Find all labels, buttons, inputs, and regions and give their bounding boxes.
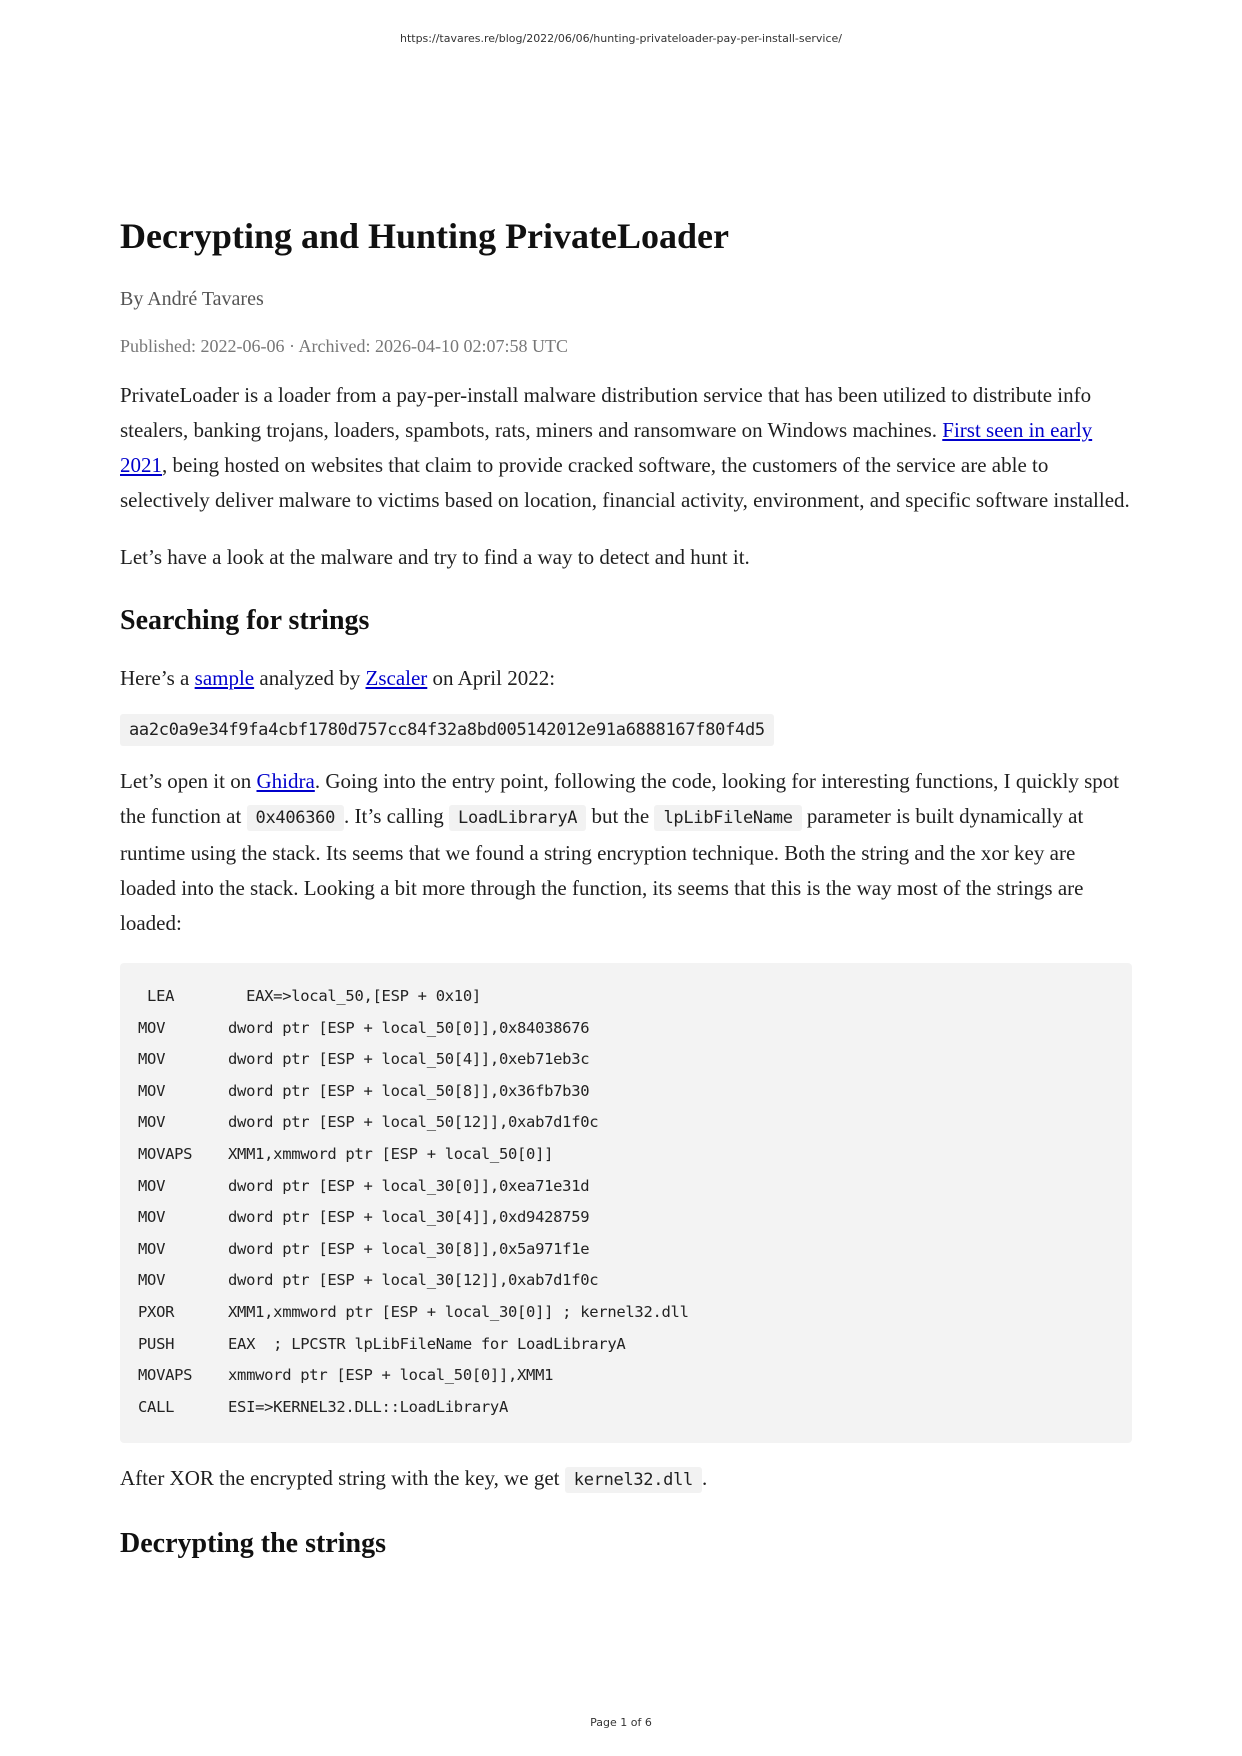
- intro-paragraph: [120, 378, 1132, 518]
- hash-block: [120, 714, 1132, 746]
- code-operands: dword ptr [ESP + local_30[8]],0x5a971f1e: [228, 1239, 590, 1258]
- code-opcode: LEA: [138, 987, 175, 1005]
- sample-paragraph: [120, 661, 1132, 696]
- code-operands: XMM1,xmmword ptr [ESP + local_30[0]] ; kernel32.dll: [228, 1302, 689, 1321]
- code-line: [138, 1265, 1114, 1297]
- code-operands: ESI=>KERNEL32.DLL::LoadLibraryA: [228, 1397, 508, 1416]
- function-address-code: 0x406360: [247, 805, 344, 831]
- code-line: [138, 1202, 1114, 1234]
- code-operands: dword ptr [ESP + local_50[4]],0xeb71eb3c: [228, 1050, 590, 1069]
- intro-text-2: , being hosted on websites that claim to provide cracked software, the customers of the service are able to selectively deliver malware to victims based on location, financial activity, environment, and specific software installed.: [120, 453, 1130, 512]
- sample-text-3: on April 2022:: [427, 666, 556, 690]
- ghidra-text-1: Let’s open it on: [120, 769, 257, 793]
- code-line: [138, 1392, 1114, 1424]
- zscaler-link[interactable]: Zscaler: [365, 666, 428, 690]
- page-number: Page 1 of 6: [590, 1716, 652, 1729]
- code-opcode: MOV: [138, 1081, 166, 1100]
- sample-text-2: analyzed by: [254, 666, 366, 690]
- code-line: [138, 1234, 1114, 1266]
- code-opcode: MOV: [138, 1239, 166, 1258]
- code-operands: EAX ; LPCSTR lpLibFileName for LoadLibraryA: [228, 1334, 626, 1353]
- code-opcode: MOV: [138, 1271, 166, 1290]
- code-operands: dword ptr [ESP + local_50[12]],0xab7d1f0c: [228, 1113, 599, 1132]
- code-line: [138, 1360, 1114, 1392]
- code-operands: dword ptr [ESP + local_30[12]],0xab7d1f0c: [228, 1271, 599, 1290]
- code-line: [138, 1171, 1114, 1203]
- loadlibrarya-code: LoadLibraryA: [449, 805, 586, 831]
- ghidra-link[interactable]: Ghidra: [256, 769, 315, 793]
- xor-text-1: After XOR the encrypted string with the key, we get: [120, 1466, 565, 1491]
- code-line: [138, 1297, 1114, 1329]
- code-opcode: MOV: [138, 1176, 166, 1195]
- lplibfilename-code: lpLibFileName: [654, 805, 801, 831]
- publish-meta: Published: 2022-06-06 · Archived: 2026-04-10 02:07:58 UTC: [120, 336, 568, 356]
- code-line: [138, 1329, 1114, 1361]
- first-seen-link[interactable]: First seen in early 2021: [120, 418, 1093, 477]
- section-heading-decrypting: Decrypting the strings: [120, 1528, 386, 1560]
- code-opcode: MOV: [138, 1050, 166, 1069]
- xor-result-paragraph: [120, 1461, 1132, 1498]
- article-title: Decrypting and Hunting PrivateLoader: [120, 216, 729, 256]
- code-line: [138, 1139, 1114, 1171]
- ghidra-text-5: parameter is built dynamically at runtime using the stack. Its seems that we found a string encryption technique. Both the string and the xor key are loaded into the stack. Looking a bit more through the function, its seems that this is the way most of the strings are loaded:: [120, 804, 1084, 935]
- code-line: [138, 1076, 1114, 1108]
- sample-text-1: Here’s a: [120, 666, 195, 690]
- page-url: https://tavares.re/blog/2022/06/06/hunting-privateloader-pay-per-install-service/: [399, 32, 843, 45]
- code-operands: dword ptr [ESP + local_30[0]],0xea71e31d: [228, 1176, 590, 1195]
- author-byline: By André Tavares: [120, 288, 264, 310]
- code-line: [138, 1013, 1114, 1045]
- xor-text-2: .: [701, 1466, 708, 1491]
- code-opcode: MOV: [138, 1113, 166, 1132]
- ghidra-paragraph: [120, 764, 1132, 941]
- code-line: [138, 1107, 1114, 1139]
- code-operands: dword ptr [ESP + local_30[4]],0xd9428759: [228, 1208, 590, 1227]
- assembly-code-block: [120, 963, 1132, 1443]
- ghidra-text-3: . It’s calling: [344, 804, 450, 828]
- code-operands: XMM1,xmmword ptr [ESP + local_50[0]]: [228, 1144, 554, 1163]
- code-opcode: MOV: [138, 1018, 166, 1037]
- code-operands: EAX=>local_50,[ESP + 0x10]: [228, 987, 481, 1005]
- code-opcode: PXOR: [138, 1302, 175, 1321]
- code-line: [138, 1044, 1114, 1076]
- section-heading-searching: Searching for strings: [120, 605, 370, 636]
- lets-look-paragraph: Let’s have a look at the malware and try to find a way to detect and hunt it.: [120, 545, 750, 569]
- ghidra-text-4: but the: [586, 804, 655, 828]
- code-opcode: MOV: [138, 1208, 166, 1227]
- code-opcode: MOVAPS: [138, 1366, 193, 1385]
- article: [120, 214, 1132, 1562]
- code-opcode: MOVAPS: [138, 1144, 193, 1163]
- intro-text-1: PrivateLoader is a loader from a pay-per-install malware distribution service that has been utilized to distribute info stealers, banking trojans, loaders, spambots, rats, miners and ransomware on Windows machines.: [120, 383, 1092, 442]
- code-operands: dword ptr [ESP + local_50[8]],0x36fb7b30: [228, 1081, 590, 1100]
- sample-link[interactable]: sample: [194, 666, 255, 690]
- code-opcode: PUSH: [138, 1334, 175, 1353]
- code-operands: dword ptr [ESP + local_50[0]],0x84038676: [228, 1018, 590, 1037]
- code-operands: xmmword ptr [ESP + local_50[0]],XMM1: [228, 1366, 554, 1385]
- ghidra-text-2: . Going into the entry point, following the code, looking for interesting functions, I quickly spot the function at: [120, 769, 1120, 828]
- sample-hash: aa2c0a9e34f9fa4cbf1780d757cc84f32a8bd005142012e91a6888167f80f4d5: [120, 714, 774, 746]
- code-line: [138, 981, 1114, 1013]
- kernel32-code: kernel32.dll: [565, 1467, 702, 1493]
- code-opcode: CALL: [138, 1397, 175, 1416]
